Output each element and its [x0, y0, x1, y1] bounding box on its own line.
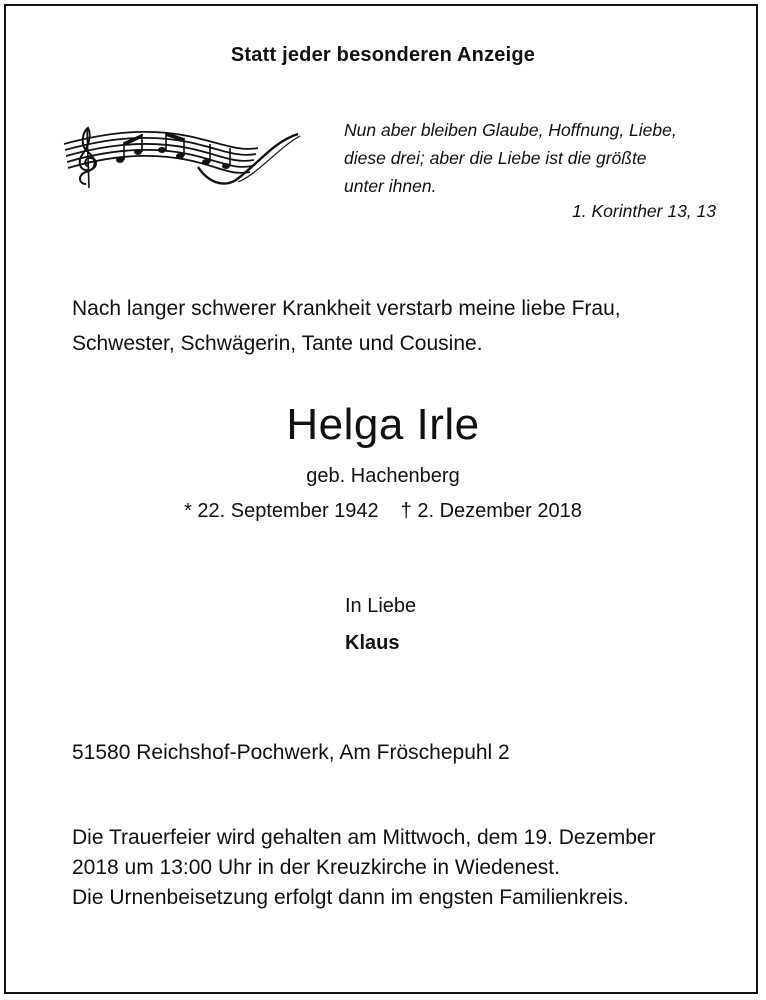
service-info — [72, 823, 656, 913]
service-line: Die Trauerfeier wird gehalten am Mittwoch, dem 19. Dezember — [72, 826, 656, 849]
bible-verse — [344, 116, 677, 200]
notice-header: Statt jeder besonderen Anzeige — [230, 44, 536, 66]
maiden-name: geb. Hachenberg — [306, 465, 460, 487]
life-dates — [0, 500, 766, 523]
birth-date: * 22. September 1942 — [184, 500, 379, 522]
deceased-name: Helga Irle — [286, 400, 480, 449]
death-date: † 2. Dezember 2018 — [400, 500, 582, 522]
music-notes-icon — [58, 122, 308, 197]
intro-line: Schwester, Schwägerin, Tante und Cousine. — [72, 332, 483, 355]
family-address: 51580 Reichshof-Pochwerk, Am Fröschepuhl 2 — [72, 741, 510, 764]
intro-text — [72, 291, 621, 361]
intro-line: Nach langer schwerer Krankheit verstarb meine liebe Frau, — [72, 297, 621, 320]
verse-line: diese drei; aber die Liebe ist die größte — [344, 148, 647, 168]
verse-line: unter ihnen. — [344, 176, 437, 196]
verse-reference: 1. Korinther 13, 13 — [572, 201, 716, 221]
closing-phrase: In Liebe — [345, 595, 417, 617]
service-line: 2018 um 13:00 Uhr in der Kreuzkirche in Wiedenest. — [72, 856, 560, 879]
verse-line: Nun aber bleiben Glaube, Hoffnung, Liebe, — [344, 120, 677, 140]
signer-name: Klaus — [345, 632, 400, 654]
service-line: Die Urnenbeisetzung erfolgt dann im engsten Familienkreis. — [72, 886, 629, 909]
